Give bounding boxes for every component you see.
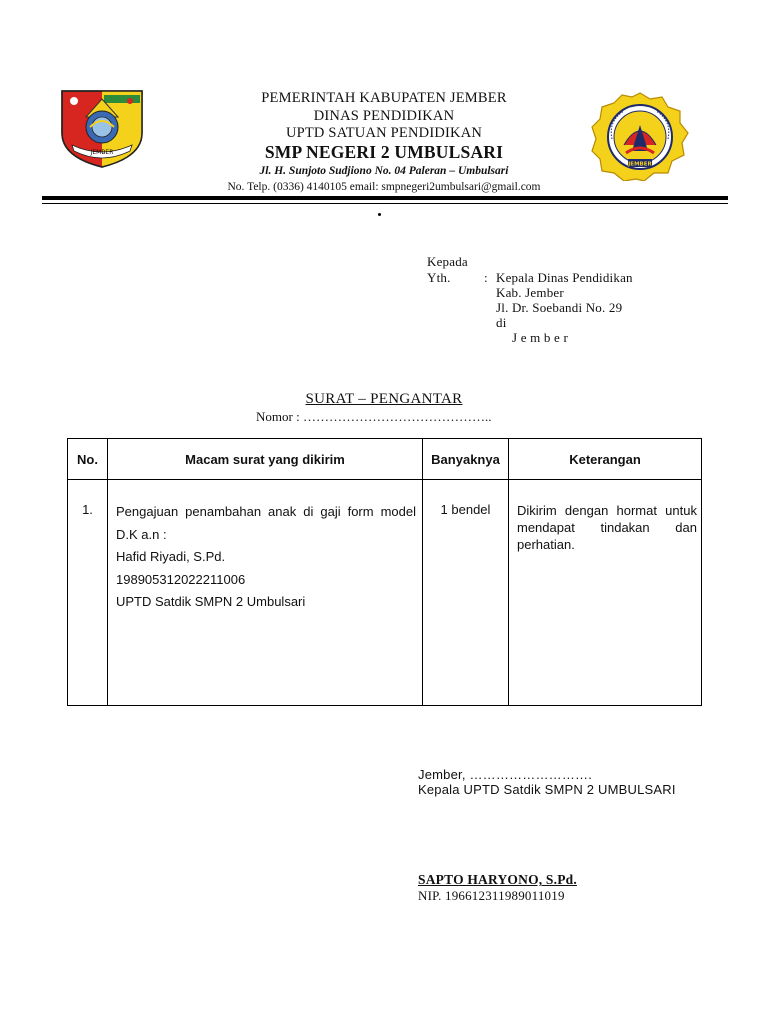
- letterhead-divider-thick: [42, 196, 728, 200]
- recipient-line-1: Kepala Dinas Pendidikan: [496, 270, 633, 285]
- recipient-line-4: di: [496, 315, 507, 330]
- header-keterangan: Keterangan: [509, 439, 702, 480]
- row-keterangan: [509, 480, 702, 706]
- letterhead-address: Jl. H. Sunjoto Sudjiono No. 04 Paleran – Umbulsari: [259, 165, 509, 177]
- left-logo-text: JEMBER: [90, 149, 114, 156]
- row-no: 1.: [68, 480, 108, 706]
- header-banyaknya: Banyaknya: [423, 439, 509, 480]
- macam-line-3: 198905312022211006: [116, 571, 246, 587]
- table-row: [68, 480, 702, 706]
- header-no: No.: [68, 439, 108, 480]
- macam-line-2: Hafid Riyadi, S.Pd.: [116, 549, 226, 564]
- keterangan-text: Dikirim dengan hormat untuk mendapat tindakan dan perhatian.: [517, 503, 697, 552]
- signature-place-date: Jember, ……………………….: [418, 767, 593, 782]
- macam-line-1: Pengajuan penambahan anak di gaji form model D.K a.n :: [116, 504, 416, 542]
- row-macam-surat: [108, 480, 423, 706]
- shipment-table: [67, 438, 702, 706]
- recipient-line-3: Jl. Dr. Soebandi No. 29: [496, 300, 623, 315]
- row-banyaknya: 1 bendel: [423, 480, 509, 706]
- macam-line-4: UPTD Satdik SMPN 2 Umbulsari: [116, 594, 306, 609]
- letter-number: Nomor : ……………………………………..: [256, 409, 492, 424]
- header-macam-surat: Macam surat yang dikirim: [108, 439, 423, 480]
- letterhead-regency: PEMERINTAH KABUPATEN JEMBER: [261, 90, 507, 106]
- signature-name: SAPTO HARYONO, S.Pd.: [418, 872, 577, 887]
- letterhead-department: DINAS PENDIDIKAN: [313, 108, 455, 124]
- recipient-yth: Yth.: [427, 270, 451, 285]
- signature-nip: NIP. 196612311989011019: [418, 888, 565, 903]
- table-header-row: [68, 439, 702, 480]
- signature-position: Kepala UPTD Satdik SMPN 2 UMBULSARI: [418, 782, 676, 797]
- letterhead-divider-thin: [42, 203, 728, 204]
- recipient-kepada: Kepada: [427, 254, 468, 269]
- right-logo-text: JEMBER: [628, 161, 652, 168]
- stray-dot: [378, 213, 381, 216]
- recipient-line-2: Kab. Jember: [496, 285, 564, 300]
- letterhead-contact: No. Telp. (0336) 4140105 email: smpnegeri2umbulsari@gmail.com: [227, 181, 541, 193]
- letter-title: SURAT – PENGANTAR: [305, 391, 463, 407]
- letterhead-unit: UPTD SATUAN PENDIDIKAN: [285, 125, 483, 141]
- recipient-line-5: J e m b e r: [512, 330, 568, 345]
- letterhead-school-name: SMP NEGERI 2 UMBULSARI: [264, 142, 504, 162]
- recipient-colon: :: [484, 270, 488, 285]
